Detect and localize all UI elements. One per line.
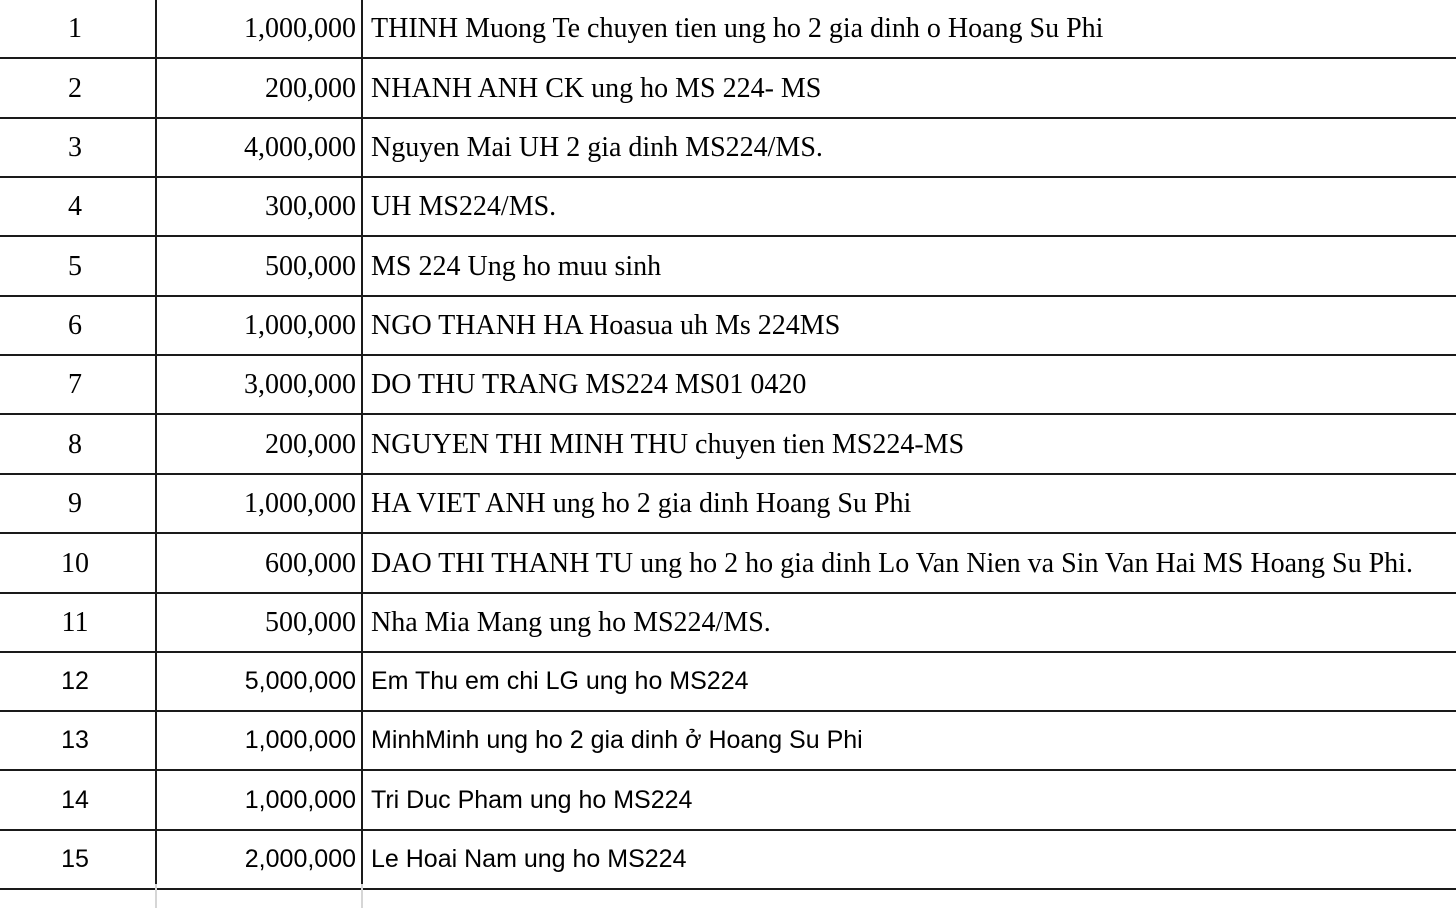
description-cell: Em Thu em chi LG ung ho MS224 [371,667,749,695]
table-row [0,356,1456,415]
description-cell: UH MS224/MS. [371,191,557,222]
row-number: 9 [68,488,82,519]
amount-cell: 300,000 [265,191,356,222]
row-number: 7 [68,369,82,400]
row-number: 10 [61,548,89,579]
amount-cell: 3,000,000 [244,369,356,400]
description-cell: NHANH ANH CK ung ho MS 224- MS [371,73,822,104]
description-cell: DAO THI THANH TU ung ho 2 ho gia dinh Lo Van Nien va Sin Van Hai MS Hoang Su Phi. [371,548,1413,579]
table-row [0,119,1456,178]
amount-cell: 1,000,000 [244,488,356,519]
row-number: 5 [68,251,82,282]
description-cell: Tri Duc Pham ung ho MS224 [371,786,693,814]
amount-cell: 2,000,000 [244,845,356,873]
table-row [0,653,1456,712]
table-row [0,238,1456,297]
row-number: 3 [68,132,82,163]
amount-cell: 1,000,000 [244,726,356,754]
description-cell: MinhMinh ung ho 2 gia dinh ở Hoang Su Phi [371,726,863,754]
description-cell: MS 224 Ung ho muu sinh [371,251,662,282]
amount-cell: 600,000 [265,548,356,579]
amount-cell: 5,000,000 [244,667,356,695]
amount-cell: 200,000 [265,73,356,104]
row-number: 15 [61,845,89,873]
description-cell: DO THU TRANG MS224 MS01 0420 [371,369,807,400]
amount-cell: 1,000,000 [244,786,356,814]
amount-cell: 1,000,000 [244,310,356,341]
row-number: 13 [61,726,89,754]
row-number: 12 [61,667,89,695]
description-cell: HA VIET ANH ung ho 2 gia dinh Hoang Su Phi [371,488,912,519]
table-row [0,60,1456,119]
table-row [0,594,1456,653]
row-number: 1 [68,13,82,44]
amount-cell: 500,000 [265,607,356,638]
column-divider [155,0,157,908]
row-number: 6 [68,310,82,341]
table-row [0,0,1456,59]
description-cell: Le Hoai Nam ung ho MS224 [371,845,687,873]
row-number: 14 [61,786,89,814]
row-number: 2 [68,73,82,104]
amount-cell: 500,000 [265,251,356,282]
amount-cell: 4,000,000 [244,132,356,163]
table-row [0,712,1456,771]
column-divider [361,884,363,908]
table-row [0,831,1456,890]
table-row [0,416,1456,475]
row-number: 8 [68,429,82,460]
row-number: 11 [61,607,89,638]
table-row [0,297,1456,356]
table-row [0,178,1456,237]
description-cell: THINH Muong Te chuyen tien ung ho 2 gia dinh o Hoang Su Phi [371,13,1104,44]
description-cell: NGUYEN THI MINH THU chuyen tien MS224-MS [371,429,965,460]
description-cell: NGO THANH HA Hoasua uh Ms 224MS [371,310,841,341]
amount-cell: 1,000,000 [244,13,356,44]
amount-cell: 200,000 [265,429,356,460]
description-cell: Nha Mia Mang ung ho MS224/MS. [371,607,771,638]
table-row [0,535,1456,594]
description-cell: Nguyen Mai UH 2 gia dinh MS224/MS. [371,132,823,163]
column-divider [361,0,363,908]
table-row [0,475,1456,534]
row-number: 4 [68,191,82,222]
column-divider [155,884,157,908]
table-row [0,772,1456,831]
